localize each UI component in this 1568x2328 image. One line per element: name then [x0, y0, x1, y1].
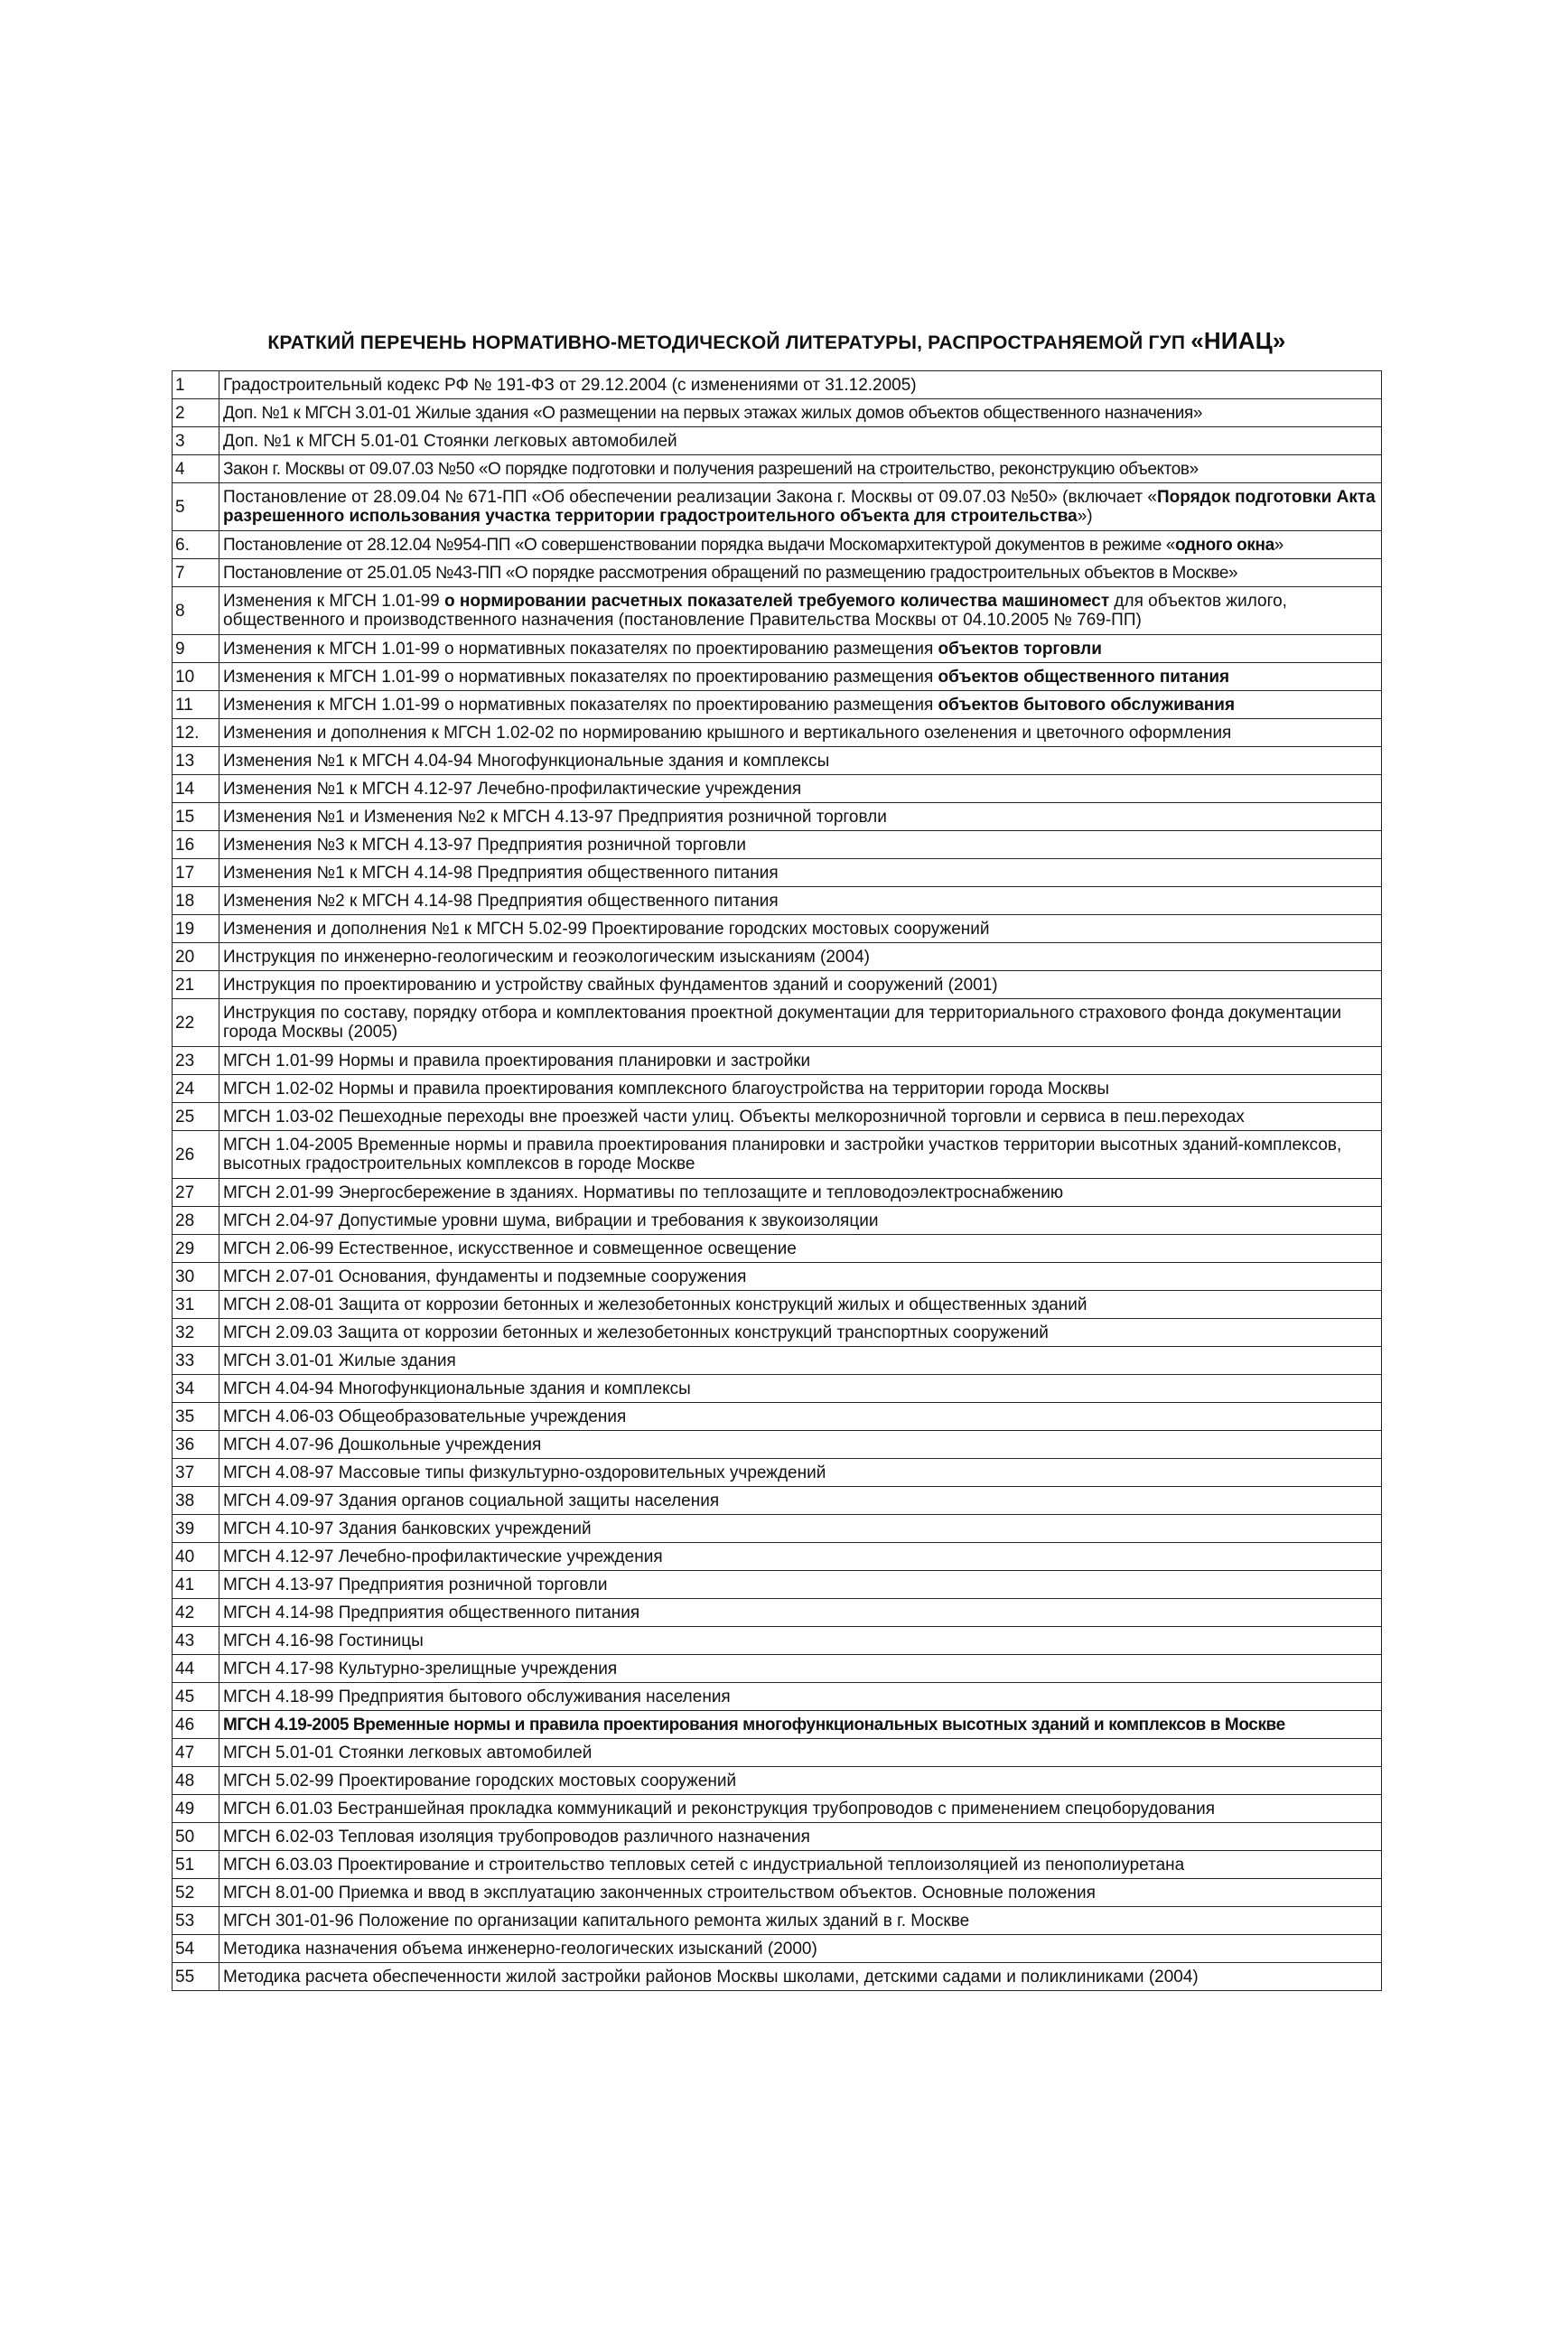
row-title — [219, 1291, 1382, 1319]
row-title-text: МГСН 4.17-98 Культурно-зрелищные учреждения — [223, 1659, 618, 1678]
row-title — [219, 1431, 1382, 1459]
row-number: 18 — [173, 887, 219, 915]
row-title — [219, 1963, 1382, 1991]
table-row — [173, 1935, 1382, 1963]
table-row — [173, 1571, 1382, 1599]
row-title-text: МГСН 8.01-00 Приемка и ввод в эксплуатацию законченных строительством объектов. Основные положения — [223, 1883, 1096, 1903]
row-title-bold: Порядок подготовки Акта разрешенного использования участка территории градостроительного объекта для строительства — [223, 488, 1376, 526]
row-title-text: МГСН 4.07-96 Дошкольные учреждения — [223, 1435, 542, 1454]
table-row — [173, 1711, 1382, 1739]
row-title-text: МГСН 4.10-97 Здания банковских учреждений — [223, 1519, 592, 1538]
row-title-text: Изменения и дополнения к МГСН 1.02-02 по нормированию крышного и вертикального озеленения и цветочного оформления — [223, 723, 1232, 743]
row-title-tail: » — [1274, 535, 1283, 555]
row-title — [219, 371, 1382, 399]
row-title — [219, 1319, 1382, 1347]
title-org: «НИАЦ» — [1190, 327, 1286, 354]
row-title — [219, 635, 1382, 663]
row-title — [219, 1851, 1382, 1879]
row-number: 1 — [173, 371, 219, 399]
row-number: 47 — [173, 1739, 219, 1767]
row-number: 40 — [173, 1543, 219, 1571]
table-row — [173, 859, 1382, 887]
row-title-text: МГСН 6.01.03 Бестраншейная прокладка коммуникаций и реконструкция трубопроводов с применением спецоборудования — [223, 1799, 1216, 1818]
row-title-text: МГСН 2.09.03 Защита от коррозии бетонных и железобетонных конструкций транспортных сооружений — [223, 1323, 1049, 1342]
row-title — [219, 399, 1382, 427]
table-row — [173, 1823, 1382, 1851]
row-number: 24 — [173, 1075, 219, 1103]
row-title — [219, 531, 1382, 559]
row-number: 50 — [173, 1823, 219, 1851]
row-number: 14 — [173, 775, 219, 803]
row-title-text: Постановление от 28.12.04 №954-ПП «О совершенствовании порядка выдачи Москомархитектурой документов в режиме « — [223, 535, 1175, 555]
row-title-text: МГСН 4.16-98 Гостиницы — [223, 1631, 424, 1650]
row-number: 10 — [173, 663, 219, 691]
row-number: 41 — [173, 1571, 219, 1599]
table-row — [173, 663, 1382, 691]
row-number: 54 — [173, 1935, 219, 1963]
row-title-bold: объектов общественного питания — [938, 667, 1230, 687]
row-title — [219, 1403, 1382, 1431]
row-title-text: МГСН 1.01-99 Нормы и правила проектирования планировки и застройки — [223, 1051, 811, 1071]
row-title-text: Изменения к МГСН 1.01-99 о нормативных показателях по проектированию размещения — [223, 639, 938, 659]
table-row — [173, 747, 1382, 775]
table-row — [173, 483, 1382, 531]
row-title-bold: одного окна — [1174, 535, 1274, 555]
row-number: 9 — [173, 635, 219, 663]
table-row — [173, 559, 1382, 587]
row-title — [219, 719, 1382, 747]
row-number: 36 — [173, 1431, 219, 1459]
row-number: 38 — [173, 1487, 219, 1515]
row-number: 37 — [173, 1459, 219, 1487]
table-row — [173, 1235, 1382, 1263]
table-row — [173, 691, 1382, 719]
table-row — [173, 1515, 1382, 1543]
row-title-text: МГСН 1.03-02 Пешеходные переходы вне проезжей части улиц. Объекты мелкорозничной торговли и сервиса в пеш.переходах — [223, 1107, 1245, 1127]
table-row — [173, 455, 1382, 483]
row-title — [219, 1375, 1382, 1403]
row-title — [219, 1711, 1382, 1739]
document-title — [172, 327, 1382, 355]
row-number: 34 — [173, 1375, 219, 1403]
row-number: 29 — [173, 1235, 219, 1263]
table-row — [173, 1851, 1382, 1879]
row-number: 8 — [173, 587, 219, 635]
row-number: 49 — [173, 1795, 219, 1823]
row-title-text: МГСН 2.06-99 Естественное, искусственное и совмещенное освещение — [223, 1239, 797, 1258]
row-title — [219, 1571, 1382, 1599]
table-row — [173, 1207, 1382, 1235]
row-title-text: МГСН 2.07-01 Основания, фундаменты и подземные сооружения — [223, 1267, 747, 1286]
row-number: 35 — [173, 1403, 219, 1431]
table-row — [173, 831, 1382, 859]
row-number: 46 — [173, 1711, 219, 1739]
row-number: 52 — [173, 1879, 219, 1907]
row-title — [219, 887, 1382, 915]
row-number: 11 — [173, 691, 219, 719]
row-number: 33 — [173, 1347, 219, 1375]
row-title-bold: МГСН 4.19-2005 Временные нормы и правила проектирования многофункциональных высотных зданий и комплексов в Москве — [223, 1715, 1285, 1734]
row-title — [219, 559, 1382, 587]
row-title — [219, 1599, 1382, 1627]
row-number: 19 — [173, 915, 219, 943]
table-row — [173, 1487, 1382, 1515]
row-number: 21 — [173, 971, 219, 999]
row-title-text: Изменения №3 к МГСН 4.13-97 Предприятия розничной торговли — [223, 835, 746, 855]
title-main: КРАТКИЙ ПЕРЕЧЕНЬ НОРМАТИВНО-МЕТОДИЧЕСКОЙ ЛИТЕРАТУРЫ, РАСПРОСТРАНЯЕМОЙ ГУП — [267, 332, 1186, 353]
table-row — [173, 1907, 1382, 1935]
row-number: 43 — [173, 1627, 219, 1655]
row-number: 12. — [173, 719, 219, 747]
row-title — [219, 1179, 1382, 1207]
table-row — [173, 719, 1382, 747]
row-number: 7 — [173, 559, 219, 587]
row-title-text: МГСН 6.02-03 Тепловая изоляция трубопроводов различного назначения — [223, 1827, 810, 1847]
row-number: 44 — [173, 1655, 219, 1683]
row-title-text: МГСН 5.01-01 Стоянки легковых автомобилей — [223, 1743, 593, 1762]
row-title — [219, 943, 1382, 971]
row-title — [219, 1879, 1382, 1907]
row-number: 32 — [173, 1319, 219, 1347]
row-title — [219, 775, 1382, 803]
row-title-bold: объектов бытового обслуживания — [938, 695, 1236, 715]
row-number: 42 — [173, 1599, 219, 1627]
row-title — [219, 1627, 1382, 1655]
row-title — [219, 1347, 1382, 1375]
table-row — [173, 1599, 1382, 1627]
row-title-text: Изменения к МГСН 1.01-99 — [223, 592, 445, 611]
table-row — [173, 427, 1382, 455]
row-title-text: МГСН 4.14-98 Предприятия общественного питания — [223, 1603, 640, 1622]
row-number: 23 — [173, 1047, 219, 1075]
row-number: 39 — [173, 1515, 219, 1543]
row-title — [219, 1795, 1382, 1823]
row-title-text: Методика назначения объема инженерно-геологических изысканий (2000) — [223, 1939, 817, 1959]
row-number: 31 — [173, 1291, 219, 1319]
table-row — [173, 999, 1382, 1047]
row-title-tail: ») — [1077, 507, 1093, 526]
table-row — [173, 1179, 1382, 1207]
table-row — [173, 587, 1382, 635]
row-number: 51 — [173, 1851, 219, 1879]
table-body — [173, 371, 1382, 1991]
row-number: 48 — [173, 1767, 219, 1795]
table-row — [173, 1459, 1382, 1487]
table-row — [173, 1767, 1382, 1795]
table-row — [173, 1795, 1382, 1823]
row-title-text: Изменения и дополнения №1 к МГСН 5.02-99 Проектирование городских мостовых сооружений — [223, 919, 990, 939]
table-row — [173, 1403, 1382, 1431]
table-row — [173, 943, 1382, 971]
row-number: 45 — [173, 1683, 219, 1711]
row-title-text: Изменения №1 к МГСН 4.14-98 Предприятия общественного питания — [223, 863, 779, 883]
row-title-text: МГСН 4.08-97 Массовые типы физкультурно-оздоровительных учреждений — [223, 1463, 826, 1482]
row-title — [219, 691, 1382, 719]
row-number: 53 — [173, 1907, 219, 1935]
row-title — [219, 747, 1382, 775]
table-row — [173, 1075, 1382, 1103]
row-title-text: МГСН 4.13-97 Предприятия розничной торговли — [223, 1575, 608, 1594]
row-number: 13 — [173, 747, 219, 775]
table-row — [173, 1319, 1382, 1347]
row-title — [219, 1739, 1382, 1767]
row-number: 16 — [173, 831, 219, 859]
table-row — [173, 1431, 1382, 1459]
table-row — [173, 1879, 1382, 1907]
row-title-text: МГСН 4.18-99 Предприятия бытового обслуживания населения — [223, 1687, 731, 1706]
row-title — [219, 859, 1382, 887]
table-row — [173, 803, 1382, 831]
row-title-text: Методика расчета обеспеченности жилой застройки районов Москвы школами, детскими садами и поликлиниками (2004) — [223, 1967, 1199, 1987]
row-number: 2 — [173, 399, 219, 427]
table-row — [173, 1543, 1382, 1571]
table-row — [173, 775, 1382, 803]
row-title-text: МГСН 1.04-2005 Временные нормы и правила проектирования планировки и застройки участков территории высотных зданий-комплексов, высотных градостроительных комплексов в городе Москве — [223, 1136, 1342, 1173]
row-title-text: МГСН 2.08-01 Защита от коррозии бетонных и железобетонных конструкций жилых и общественных зданий — [223, 1295, 1087, 1314]
row-title — [219, 1655, 1382, 1683]
row-number: 6. — [173, 531, 219, 559]
row-number: 55 — [173, 1963, 219, 1991]
table-row — [173, 635, 1382, 663]
table-row — [173, 1047, 1382, 1075]
row-title-text: Изменения к МГСН 1.01-99 о нормативных показателях по проектированию размещения — [223, 695, 938, 715]
row-title — [219, 1823, 1382, 1851]
row-title — [219, 999, 1382, 1047]
row-number: 15 — [173, 803, 219, 831]
row-title-text: Изменения №1 к МГСН 4.12-97 Лечебно-профилактические учреждения — [223, 779, 802, 799]
row-title — [219, 587, 1382, 635]
row-title-text: Инструкция по проектированию и устройству свайных фундаментов зданий и сооружений (2001) — [223, 975, 998, 995]
row-title-text: МГСН 1.02-02 Нормы и правила проектирования комплексного благоустройства на территории города Москвы — [223, 1079, 1110, 1099]
table-row — [173, 399, 1382, 427]
table-row — [173, 1627, 1382, 1655]
row-title-text: МГСН 2.04-97 Допустимые уровни шума, вибрации и требования к звукоизоляции — [223, 1211, 879, 1230]
table-row — [173, 1375, 1382, 1403]
row-number: 22 — [173, 999, 219, 1047]
row-number: 20 — [173, 943, 219, 971]
row-title-text: МГСН 4.06-03 Общеобразовательные учреждения — [223, 1407, 627, 1426]
row-title — [219, 427, 1382, 455]
row-title-text: МГСН 5.02-99 Проектирование городских мостовых сооружений — [223, 1771, 737, 1790]
row-title — [219, 1683, 1382, 1711]
row-title-tail: для объектов жилого, общественного и производственного назначения (постановление Правительства Москвы от 04.10.2005 № 769-ПП) — [223, 592, 1287, 630]
row-title — [219, 1103, 1382, 1131]
row-title-text: Закон г. Москвы от 09.07.03 №50 «О порядке подготовки и получения разрешений на строительство, реконструкцию объектов» — [223, 459, 1199, 479]
row-title — [219, 1459, 1382, 1487]
table-row — [173, 531, 1382, 559]
row-title-text: Инструкция по инженерно-геологическим и геоэкологическим изысканиям (2004) — [223, 947, 870, 967]
row-title-text: Изменения к МГСН 1.01-99 о нормативных показателях по проектированию размещения — [223, 667, 938, 687]
row-title-text: Постановление от 25.01.05 №43-ПП «О порядке рассмотрения обращений по размещению градостроительных объектов в Москве» — [223, 563, 1238, 583]
table-row — [173, 1963, 1382, 1991]
row-number: 26 — [173, 1131, 219, 1179]
row-title-text: МГСН 301-01-96 Положение по организации капитального ремонта жилых зданий в г. Москве — [223, 1911, 970, 1931]
row-number: 27 — [173, 1179, 219, 1207]
row-title-text: Градостроительный кодекс РФ № 191-ФЗ от 29.12.2004 (с изменениями от 31.12.2005) — [223, 375, 917, 395]
table-row — [173, 371, 1382, 399]
row-title-bold: объектов торговли — [938, 639, 1102, 659]
table-row — [173, 887, 1382, 915]
row-title — [219, 455, 1382, 483]
row-title-text: МГСН 4.12-97 Лечебно-профилактические учреждения — [223, 1547, 663, 1566]
row-title-text: Постановление от 28.09.04 № 671-ПП «Об обеспечении реализации Закона г. Москвы от 09.07.03 №50» (включает « — [223, 488, 1157, 507]
row-title — [219, 1075, 1382, 1103]
table-row — [173, 1103, 1382, 1131]
row-title-text: Инструкция по составу, порядку отбора и комплектования проектной документации для территориального страхового фонда документации города Москвы (2005) — [223, 1004, 1341, 1042]
table-row — [173, 915, 1382, 943]
literature-table — [172, 370, 1382, 1991]
row-title — [219, 915, 1382, 943]
row-title-text: Изменения №1 и Изменения №2 к МГСН 4.13-97 Предприятия розничной торговли — [223, 807, 887, 827]
row-title-bold: о нормировании расчетных показателей требуемого количества машиномест — [444, 592, 1110, 611]
row-title — [219, 1207, 1382, 1235]
row-number: 5 — [173, 483, 219, 531]
table-row — [173, 1655, 1382, 1683]
row-title-text: МГСН 2.01-99 Энергосбережение в зданиях. Нормативы по теплозащите и тепловодоэлектроснабжению — [223, 1183, 1064, 1202]
row-title — [219, 1235, 1382, 1263]
row-title-text: Доп. №1 к МГСН 3.01-01 Жилые здания «О размещении на первых этажах жилых домов объектов общественного назначения» — [223, 403, 1203, 423]
row-title — [219, 663, 1382, 691]
row-title — [219, 1047, 1382, 1075]
row-number: 17 — [173, 859, 219, 887]
row-title-text: МГСН 4.04-94 Многофункциональные здания и комплексы — [223, 1379, 691, 1398]
table-row — [173, 1683, 1382, 1711]
row-title — [219, 483, 1382, 531]
row-title — [219, 1543, 1382, 1571]
row-title — [219, 1767, 1382, 1795]
row-number: 25 — [173, 1103, 219, 1131]
row-title-text: Доп. №1 к МГСН 5.01-01 Стоянки легковых автомобилей — [223, 431, 677, 451]
row-title-text: Изменения №2 к МГСН 4.14-98 Предприятия общественного питания — [223, 891, 779, 911]
row-title — [219, 803, 1382, 831]
row-title — [219, 1487, 1382, 1515]
table-row — [173, 1263, 1382, 1291]
row-number: 30 — [173, 1263, 219, 1291]
table-row — [173, 1739, 1382, 1767]
row-title-text: Изменения №1 к МГСН 4.04-94 Многофункциональные здания и комплексы — [223, 751, 830, 771]
row-number: 4 — [173, 455, 219, 483]
row-title — [219, 831, 1382, 859]
table-row — [173, 1347, 1382, 1375]
row-title — [219, 1907, 1382, 1935]
row-title-text: МГСН 3.01-01 Жилые здания — [223, 1351, 456, 1370]
row-title — [219, 971, 1382, 999]
row-title — [219, 1935, 1382, 1963]
row-title — [219, 1263, 1382, 1291]
row-title — [219, 1131, 1382, 1179]
row-number: 3 — [173, 427, 219, 455]
row-title-text: МГСН 4.09-97 Здания органов социальной защиты населения — [223, 1491, 720, 1510]
table-row — [173, 1131, 1382, 1179]
row-title-text: МГСН 6.03.03 Проектирование и строительство тепловых сетей с индустриальной теплоизоляцией из пенополиуретана — [223, 1855, 1185, 1875]
row-number: 28 — [173, 1207, 219, 1235]
table-row — [173, 1291, 1382, 1319]
table-row — [173, 971, 1382, 999]
row-title — [219, 1515, 1382, 1543]
